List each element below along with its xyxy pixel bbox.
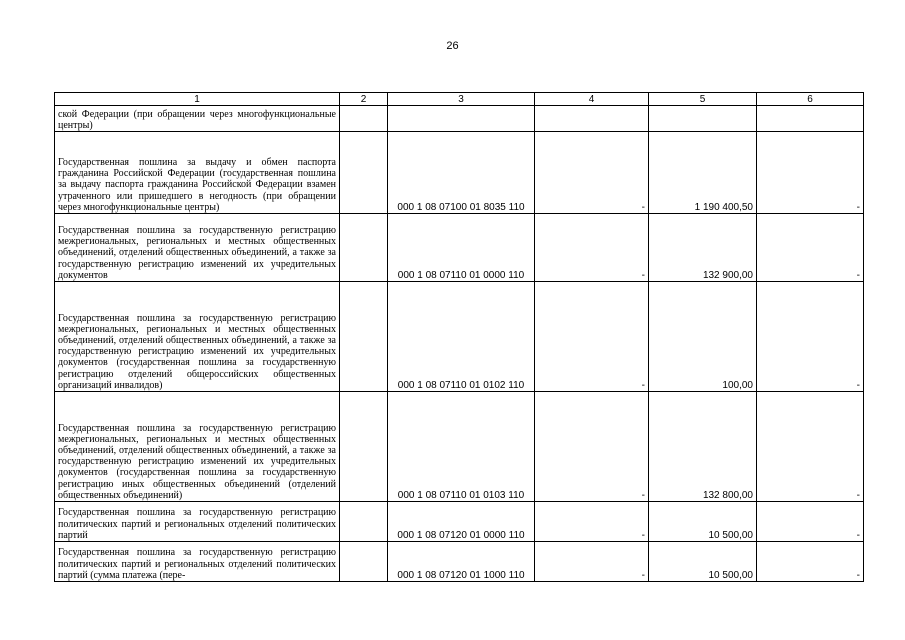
- table-row: [55, 542, 864, 582]
- table-header-row: [55, 93, 864, 106]
- row-col4: [535, 106, 649, 132]
- row-col2: [340, 392, 388, 502]
- row-description: Государственная пошлина за государственную регистрацию межрегиональных, региональных и местных общественных объединений, отделений общественных объединений, а также за государственную регистрацию изменений их учредительных документов: [55, 214, 340, 282]
- row-description: Государственная пошлина за государственную регистрацию межрегиональных, региональных и местных общественных объединений, отделений общественных объединений, а также за государственную регистрацию изменений их учредительных документов (государственная пошлина за государственную регистрацию отделений общероссийских общественных организаций инвалидов): [55, 282, 340, 392]
- row-code: 000 1 08 07100 01 8035 110: [388, 132, 535, 214]
- row-col5: 132 900,00: [649, 214, 757, 282]
- page-number: 26: [446, 40, 459, 52]
- table-row: [55, 106, 864, 132]
- row-col4: -: [535, 542, 649, 582]
- row-col4: -: [535, 214, 649, 282]
- row-code: 000 1 08 07120 01 1000 110: [388, 542, 535, 582]
- header-col-6: 6: [757, 93, 864, 106]
- row-col4: -: [535, 132, 649, 214]
- row-col6: -: [757, 214, 864, 282]
- row-description: Государственная пошлина за государственную регистрацию межрегиональных, региональных и местных общественных объединений, отделений общественных объединений, а также за государственную регистрацию изменений их учредительных документов (государственная пошлина за государственную регистрацию иных общественных объединений (отделений общественных объединений): [55, 392, 340, 502]
- row-col5: 100,00: [649, 282, 757, 392]
- header-col-4: 4: [535, 93, 649, 106]
- row-col5: 132 800,00: [649, 392, 757, 502]
- header-col-2: 2: [340, 93, 388, 106]
- table-row: [55, 392, 864, 502]
- row-description: Государственная пошлина за выдачу и обмен паспорта гражданина Российской Федерации (государственная пошлина за выдачу паспорта гражданина Российской Федерации взамен утраченного или пришедшего в негодность (при обращении через многофункциональные центры): [55, 132, 340, 214]
- budget-table: [54, 92, 864, 582]
- row-code: 000 1 08 07110 01 0102 110: [388, 282, 535, 392]
- row-code: 000 1 08 07110 01 0000 110: [388, 214, 535, 282]
- table-row: [55, 502, 864, 542]
- row-code: 000 1 08 07110 01 0103 110: [388, 392, 535, 502]
- row-col6: [757, 106, 864, 132]
- row-col6: -: [757, 542, 864, 582]
- row-col5: 10 500,00: [649, 542, 757, 582]
- row-description: ской Федерации (при обращении через многофункциональные центры): [55, 106, 340, 132]
- table-row: [55, 132, 864, 214]
- row-col6: -: [757, 132, 864, 214]
- row-col5: [649, 106, 757, 132]
- row-col5: 1 190 400,50: [649, 132, 757, 214]
- row-code: [388, 106, 535, 132]
- row-col6: -: [757, 282, 864, 392]
- row-col4: -: [535, 502, 649, 542]
- row-col2: [340, 502, 388, 542]
- row-description: Государственная пошлина за государственную регистрацию политических партий и региональных отделений политических партий (сумма платежа (пере-: [55, 542, 340, 582]
- row-col6: -: [757, 392, 864, 502]
- row-col2: [340, 132, 388, 214]
- row-col4: -: [535, 392, 649, 502]
- row-col2: [340, 106, 388, 132]
- table-row: [55, 214, 864, 282]
- header-col-5: 5: [649, 93, 757, 106]
- row-col5: 10 500,00: [649, 502, 757, 542]
- row-code: 000 1 08 07120 01 0000 110: [388, 502, 535, 542]
- row-description: Государственная пошлина за государственную регистрацию политических партий и региональных отделений политических партий: [55, 502, 340, 542]
- header-col-3: 3: [388, 93, 535, 106]
- row-col2: [340, 542, 388, 582]
- row-col4: -: [535, 282, 649, 392]
- table-row: [55, 282, 864, 392]
- row-col2: [340, 214, 388, 282]
- row-col6: -: [757, 502, 864, 542]
- header-col-1: 1: [55, 93, 340, 106]
- row-col2: [340, 282, 388, 392]
